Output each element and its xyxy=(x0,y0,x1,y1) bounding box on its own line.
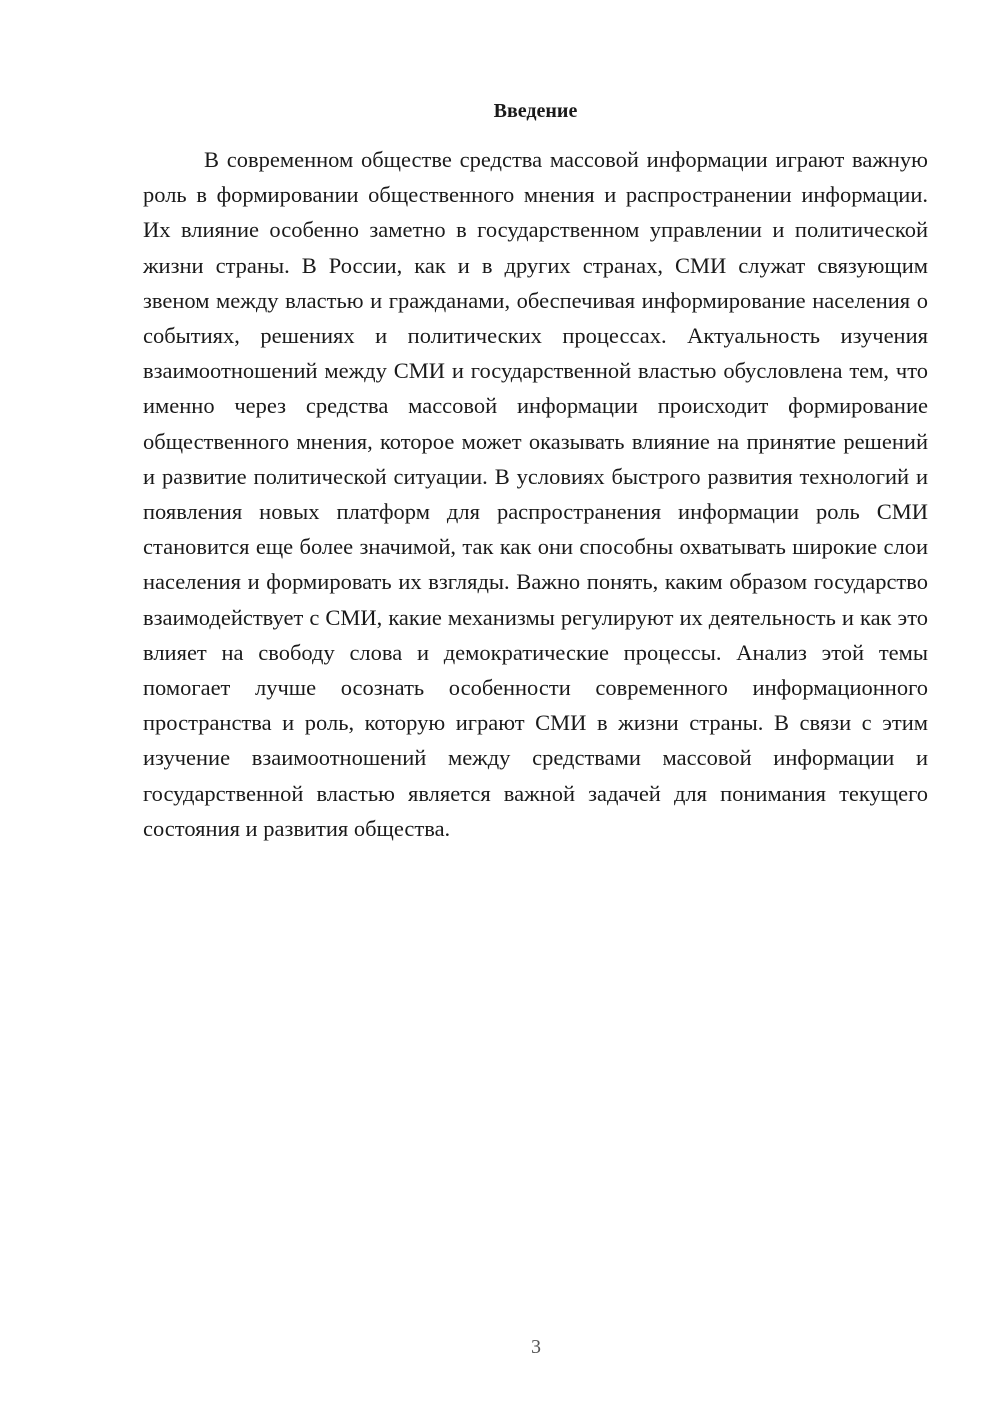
page-number: 3 xyxy=(531,1336,541,1358)
section-title: Введение xyxy=(493,100,578,122)
body-paragraph: В современном обществе средства массовой информации играют важную роль в формировании общественного мнения и распространении информации. Их влияние особенно заметно в государственном управлении и политической жизни страны. В России, как и в других странах, СМИ служат связующим звеном между властью и гражданами, обеспечивая информирование населения о событиях, решениях и политических процессах. Актуальность изучения взаимоотношений между СМИ и государственной властью обусловлена тем, что именно через средства массовой информации происходит формирование общественного мнения, которое может оказывать влияние на принятие решений и развитие политической ситуации. В условиях быстрого развития технологий и появления новых платформ для распространения информации роль СМИ становится еще более значимой, так как они способны охватывать широкие слои населения и формировать их взгляды. Важно понять, каким образом государство взаимодействует с СМИ, какие механизмы регулируют их деятельность и как это влияет на свободу слова и демократические процессы. Анализ этой темы помогает лучше осознать особенности современного информационного пространства и роль, которую играют СМИ в жизни страны. В связи с этим изучение взаимоотношений между средствами массовой информации и государственной властью является важной задачей для понимания текущего состояния и развития общества. xyxy=(143,147,928,841)
